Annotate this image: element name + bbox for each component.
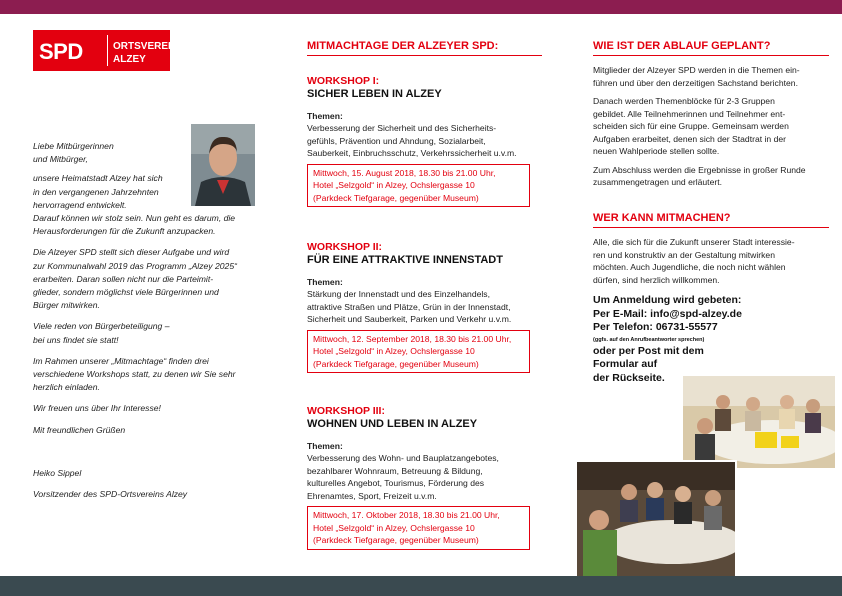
process-paragraph-3: Zum Abschluss werden die Ergebnisse in großer Runde zusammengetragen und erläutert. bbox=[593, 164, 806, 187]
bottom-color-bar bbox=[0, 576, 842, 596]
workshop-title: SICHER LEBEN IN ALZEY bbox=[307, 88, 442, 100]
letter-paragraph-2: Die Alzeyer SPD stellt sich dieser Aufgabe und wird zur Kommunalwahl 2019 das Programm „Alzey 2025“ erarbeiten. Daran sollen nicht nur die Parteimit- glieder, sondern möglichst viele Bürgerinnen und Bürger mitwirken. bbox=[33, 247, 237, 311]
process-text bbox=[593, 64, 828, 195]
middle-title-rule bbox=[307, 55, 542, 56]
participation-text bbox=[593, 236, 828, 292]
workshop-kicker: WORKSHOP II: bbox=[307, 241, 383, 253]
logo-divider bbox=[107, 35, 108, 66]
process-paragraph-1: Mitglieder der Alzeyer SPD werden in die Themen ein- führen und über den derzeitigen Sachstand berichten. bbox=[593, 65, 800, 88]
process-paragraph-2: Danach werden Themenblöcke für 2-3 Gruppen gebildet. Alle Teilnehmerinnen und Teilnehmer ent- scheiden sich für eine Gruppe. Gemeinsam werden Aufgaben erarbeitet, denen sich der Stadtrat in der neuen Wahlperiode stellen sollte. bbox=[593, 96, 789, 156]
workshop-photo-2 bbox=[575, 460, 737, 580]
letter-paragraph-3: Viele reden von Bürgerbeteiligung – bei uns findet sie statt! bbox=[33, 321, 170, 345]
workshop-topics: Verbesserung des Wohn- und Bauplatzangebotes, bezahlbarer Wohnraum, Betreuung & Bildung, kulturelles Angebot, Tourismus, Förderung des Ehrenamtes, Sport, Freizeit u.v.m. bbox=[307, 453, 499, 501]
letter-salutation: Liebe Mitbürgerinnen und Mitbürger, bbox=[33, 141, 114, 165]
registration-post-line-2: Formular auf bbox=[593, 358, 658, 370]
letter-paragraph-4: Im Rahmen unserer „Mitmachtage“ finden drei verschiedene Workshops statt, zu denen wir Sie sehr herzlich einladen. bbox=[33, 355, 236, 393]
workshop-themen-label: Themen: bbox=[307, 277, 343, 287]
registration-post-line-3: der Rückseite. bbox=[593, 371, 665, 384]
workshop-date-box: Mittwoch, 12. September 2018, 18.30 bis 21.00 Uhr, Hotel „Selzgold“ in Alzey, Ochslergasse 10 (Parkdeck Tiefgarage, gegenüber Museum) bbox=[307, 330, 530, 374]
registration-post-line-1: oder per Post mit dem bbox=[593, 344, 704, 357]
workshop-themen-label: Themen: bbox=[307, 441, 343, 451]
workshop-date-box: Mittwoch, 15. August 2018, 18.30 bis 21.00 Uhr, Hotel „Selzgold“ in Alzey, Ochslergasse 10 (Parkdeck Tiefgarage, gegenüber Museum) bbox=[307, 164, 530, 208]
registration-phone-note: (ggfs. auf den Anrufbeantworter sprechen) bbox=[593, 336, 705, 343]
participation-heading-rule bbox=[593, 227, 829, 228]
workshop-themen-label: Themen: bbox=[307, 111, 343, 121]
process-heading: WIE IST DER ABLAUF GEPLANT? bbox=[593, 40, 771, 52]
letter-closing: Mit freundlichen Grüßen bbox=[33, 424, 126, 435]
workshop-title: FÜR EINE ATTRAKTIVE INNENSTADT bbox=[307, 254, 503, 266]
workshop-topics: Stärkung der Innenstadt und des Einzelhandels, attraktive Straßen und Plätze, Grün in der Innenstadt, Sicherheit und Sauberkeit, Parken und Verkehr u.v.m. bbox=[307, 289, 512, 324]
workshop-date-box: Mittwoch, 17. Oktober 2018, 18.30 bis 21.00 Uhr, Hotel „Selzgold“ in Alzey, Ochslergasse 10 (Parkdeck Tiefgarage, gegenüber Museum) bbox=[307, 506, 530, 550]
registration-phone[interactable]: Per Telefon: 06731-55577 bbox=[593, 321, 718, 333]
registration-heading: Um Anmeldung wird gebeten: bbox=[593, 294, 742, 306]
workshop-kicker: WORKSHOP I: bbox=[307, 75, 380, 87]
logo-party-name: SPD bbox=[39, 39, 83, 64]
letter-paragraph-1: unsere Heimatstadt Alzey hat sich in den vergangenen Jahrzehnten hervorragend entwickelt. Darauf können wir stolz sein. Nun geht es darum, die Herausforderungen für die Zukunft anzupacken. bbox=[33, 173, 236, 237]
workshop-3 bbox=[307, 405, 542, 550]
workshop-1 bbox=[307, 75, 542, 207]
workshop-photo-1 bbox=[683, 376, 835, 468]
process-heading-rule bbox=[593, 55, 829, 56]
workshop-title: WOHNEN UND LEBEN IN ALZEY bbox=[307, 418, 478, 430]
participation-paragraph: Alle, die sich für die Zukunft unserer Stadt interessie- ren und konstruktiv an der Gestaltung mitwirken möchten. Auch Jugendliche, die noch nicht wählen dürfen, sind herzlich willkommen. bbox=[593, 237, 795, 285]
letter-signer-role: Vorsitzender des SPD-Ortsvereins Alzey bbox=[33, 489, 188, 500]
middle-title: MITMACHTAGE DER ALZEYER SPD: bbox=[307, 40, 499, 52]
welcome-letter bbox=[33, 140, 273, 507]
letter-signature: Heiko Sippel bbox=[33, 467, 82, 478]
logo-line-1: ORTSVEREIN bbox=[113, 41, 179, 52]
participation-heading: WER KANN MITMACHEN? bbox=[593, 212, 731, 224]
workshop-kicker: WORKSHOP III: bbox=[307, 405, 385, 417]
spd-logo bbox=[33, 30, 179, 71]
letter-paragraph-5: Wir freuen uns über Ihr Interesse! bbox=[33, 403, 161, 414]
registration-info bbox=[593, 294, 742, 385]
registration-email[interactable]: Per E-Mail: info@spd-alzey.de bbox=[593, 307, 742, 320]
logo-line-2: ALZEY bbox=[113, 54, 146, 65]
workshop-2 bbox=[307, 241, 542, 373]
workshop-topics: Verbesserung der Sicherheit und des Sicherheits- gefühls, Prävention und Ahndung, Sozialarbeit, Sauberkeit, Einbruchsschutz, Verkehrssicherheit u.v.m. bbox=[307, 123, 517, 158]
top-color-bar bbox=[0, 0, 842, 14]
